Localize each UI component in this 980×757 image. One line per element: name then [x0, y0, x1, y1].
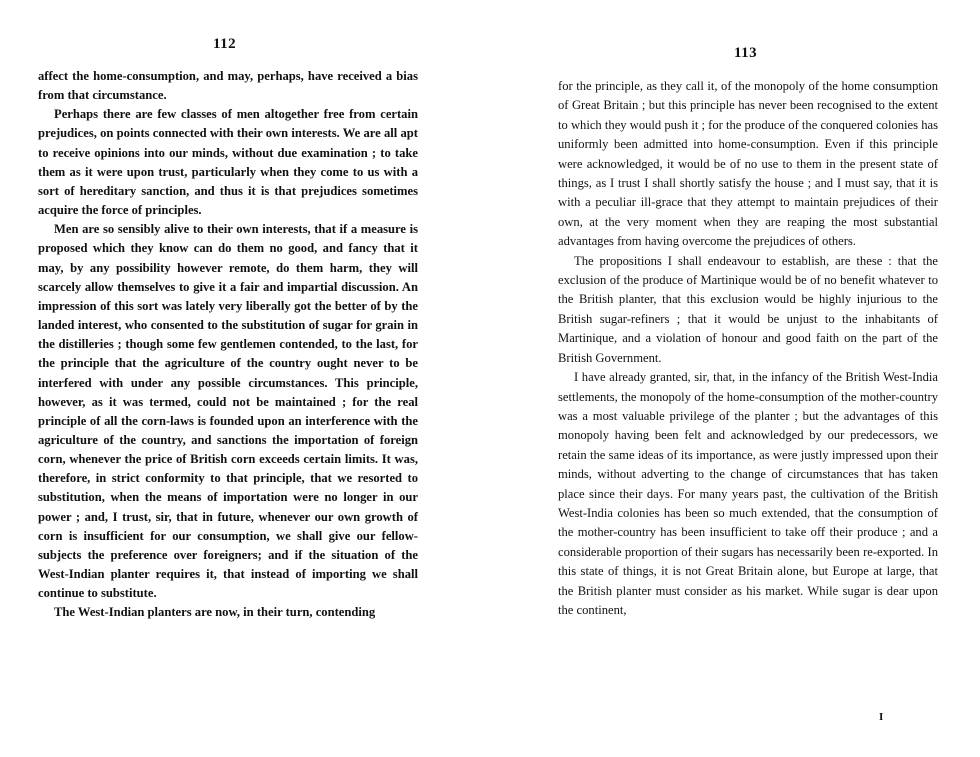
signature-mark: I [879, 711, 884, 723]
page-text [558, 77, 938, 620]
paragraph: The West-Indian planters are now, in their turn, contending [54, 605, 376, 620]
paragraph: Perhaps there are few classes of men altogether free from certain prejudices, on points connected with their own interests. We are all apt to receive opinions into our minds, without due examination ; to take them as it were upon trust, particularly when they come to us with a sort of hereditary sanction, and thus it is that prejudices sometimes acquire the force of principles. [38, 107, 418, 218]
page-text [38, 67, 418, 623]
paragraph: The propositions I shall endeavour to establish, are these : that the exclusion of the produce of Martinique would be of no benefit whatever to the British planter, that this exclusion would be highly injurious to the British sugar-refiners ; that it would be unjust to the inhabitants of Martinique, and a violation of honour and good faith on the part of the British Government. [558, 253, 938, 365]
paragraph: affect the home-consumption, and may, perhaps, have received a bias from that circumstance. [38, 69, 418, 103]
page-number: 112 [213, 36, 237, 52]
paragraph: Men are so sensibly alive to their own interests, that if a measure is proposed which they know can do them no good, and fancy that it may, by any possibility however remote, do them harm, they will scarcely allow themselves to give it a fair and impartial discussion. An impression of this sort was lately very liberally got the better of by the landed interest, who consented to the substitution of sugar for grain in the distilleries ; though some few gentlemen contended, to the last, for the principle that the agriculture of the country ought never to be interfered with under any possible circumstances. This principle, however, as it was termed, could not be maintained ; for the real principle of all the corn-laws is founded upon an interference with the agriculture of the country, and sanctions the importation of foreign corn, whenever the price of British corn exceeds certain limits. It was, therefore, in strict conformity to that principle, that we resorted to substitution, when the means of importation were no longer in our power ; and, I trust, sir, that in future, whenever our own growth of corn is insufficient for our consumption, we shall give our fellow-subjects the preference over foreigners; and if the situation of the West-Indian planter requires it, that instead of importing we shall continue to substitute. [38, 222, 418, 601]
page-number: 113 [734, 45, 758, 61]
paragraph: I have already granted, sir, that, in the infancy of the British West-India settlements, the monopoly of the home-consumption of the mother-country was a most valuable privilege of the planter ; but the advantages of this monopoly having been felt and acknowledged by our predecessors, we retain the same ideas of its importance, as were justly impressed upon their minds, without adverting to the change of circumstances that has taken place since their days. For many years past, the cultivation of the British West-India colonies has been so much extended, that the consumption of the mother-country has been insufficient to take off their produce ; and a considerable proportion of their sugars has necessarily been re-exported. In this state of things, it is not Great Britain alone, but Europe at large, that the British planter must consider as his market. While sugar is dear upon the continent, [558, 370, 938, 617]
paragraph: for the principle, as they call it, of the monopoly of the home consumption of Great Britain ; but this principle has never been recognised to the extent to which they would push it ; for the produce of the conquered colonies has uniformly been admitted into home-consumption. Even if this principle were acknowledged, it would be of no use to them in the present state of things, as I trust I shall shortly satisfy the house ; and I must say, that it is with a peculiar ill-grace that they attempt to maintain prejudices of their own, at the very moment when they are reaping the most substantial advantages from having overcome the prejudices of others. [558, 79, 938, 249]
